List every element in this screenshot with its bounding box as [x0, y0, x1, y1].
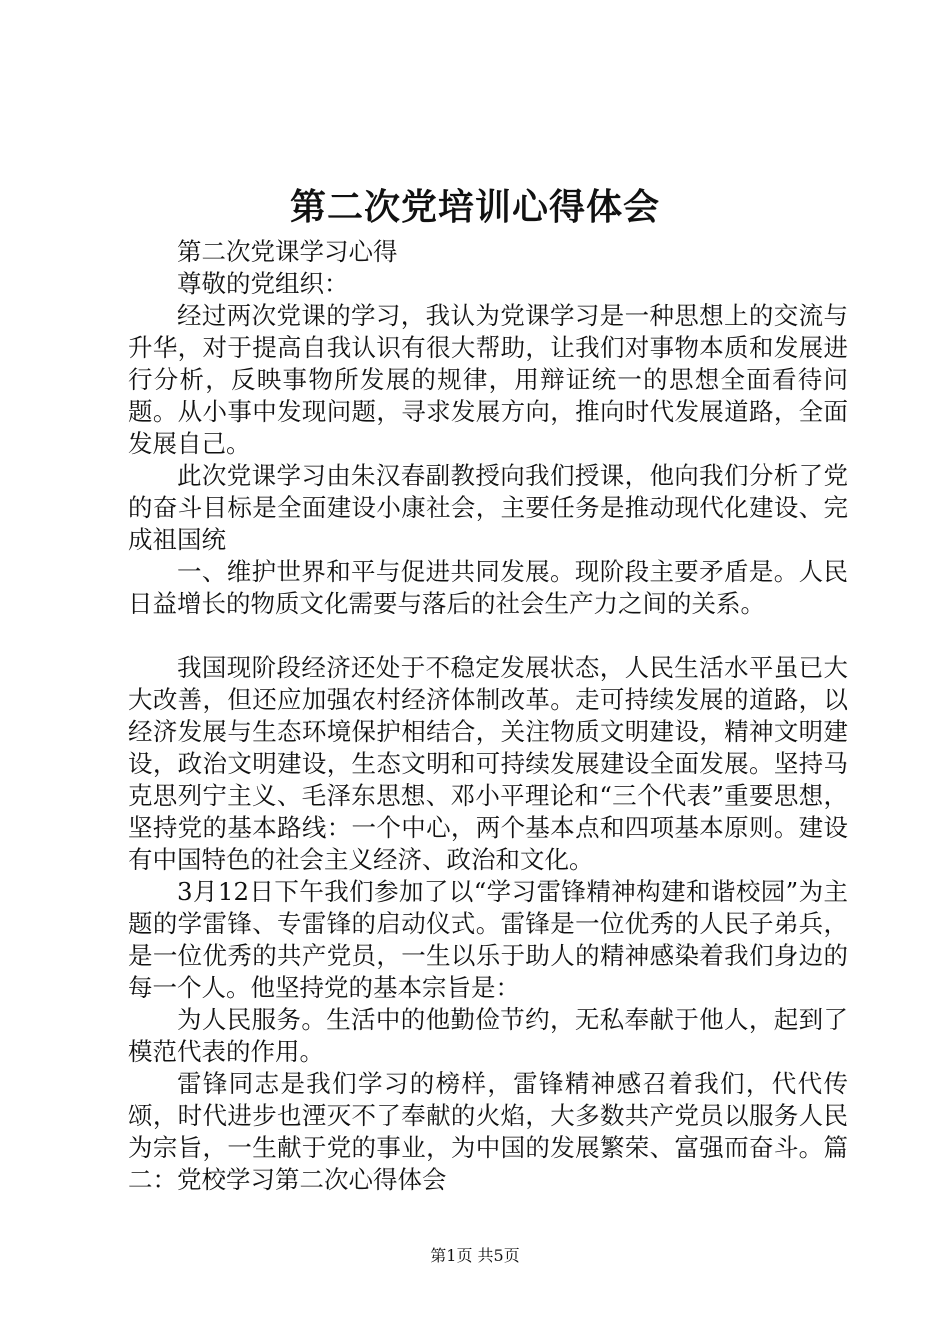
- paragraph: 3月12日下午我们参加了以“学习雷锋精神构建和谐校园”为主题的学雷锋、专雷锋的启动仪式。雷锋是一位优秀的人民子弟兵，是一位优秀的共产党员，一生以乐于助人的精神感染着我们身边的每一个人。他坚持党的基本宗旨是：: [128, 877, 848, 1002]
- paragraph: 此次党课学习由朱汉春副教授向我们授课，他向我们分析了党的奋斗目标是全面建设小康社会，主要任务是推动现代化建设、完成祖国统: [128, 461, 848, 554]
- paragraph-salutation: 尊敬的党组织：: [177, 269, 349, 298]
- paragraph: 为人民服务。生活中的他勤俭节约，无私奉献于他人，起到了模范代表的作用。: [128, 1005, 848, 1066]
- paragraph: 一、维护世界和平与促进共同发展。现阶段主要矛盾是。人民日益增长的物质文化需要与落后的社会生产力之间的关系。: [128, 557, 848, 618]
- paragraph: 我国现阶段经济还处于不稳定发展状态，人民生活水平虽已大大改善，但还应加强农村经济体制改革。走可持续发展的道路，以经济发展与生态环境保护相结合，关注物质文明建设，精神文明建设，政治文明建设，生态文明和可持续发展建设全面发展。坚持马克思列宁主义、毛泽东思想、邓小平理论和“三个代表”重要思想，坚持党的基本路线：一个中心，两个基本点和四项基本原则。建设有中国特色的社会主义经济、政治和文化。: [128, 653, 848, 874]
- document-title: 第二次党培训心得体会: [289, 186, 660, 228]
- paragraph: 雷锋同志是我们学习的榜样，雷锋精神感召着我们，代代传颂，时代进步也湮灭不了奉献的火焰，大多数共产党员以服务人民为宗旨，一生献于党的事业，为中国的发展繁荣、富强而奋斗。篇二：党校学习第二次心得体会: [128, 1069, 848, 1194]
- paragraph-heading: 第二次党课学习心得: [177, 237, 398, 266]
- page-footer: 第1页 共5页: [430, 1246, 520, 1265]
- paragraph: 经过两次党课的学习，我认为党课学习是一种思想上的交流与升华，对于提高自我认识有很大帮助，让我们对事物本质和发展进行分析，反映事物所发展的规律，用辩证统一的思想全面看待问题。从小事中发现问题，寻求发展方向，推向时代发展道路，全面发展自己。: [128, 301, 848, 458]
- document-body: [128, 236, 848, 1196]
